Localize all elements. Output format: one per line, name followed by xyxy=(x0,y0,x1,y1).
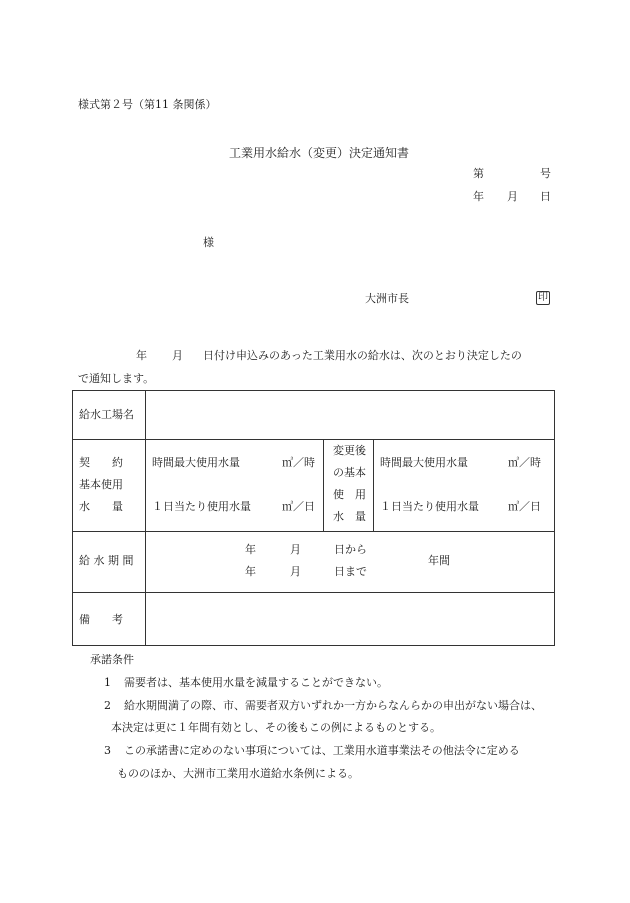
changed-label-2: の基本 xyxy=(333,466,366,479)
col-divider xyxy=(373,439,374,531)
daily-label: １日当たり使用水量 xyxy=(152,500,251,513)
condition-no: 1 xyxy=(104,676,111,689)
period-to-year: 年 xyxy=(245,565,256,578)
intro-year: 年 xyxy=(136,349,147,362)
intro-line2: で通知します。 xyxy=(78,372,155,385)
col-divider xyxy=(323,439,324,531)
seal-stamp: 印 xyxy=(538,292,548,303)
period-from-year: 年 xyxy=(245,543,256,556)
document-title: 工業用水給水（変更）決定通知書 xyxy=(229,146,410,160)
daily-unit: ㎥／日 xyxy=(282,500,315,513)
period-to-month: 月 xyxy=(290,565,301,578)
decision-table xyxy=(72,390,555,646)
remarks-label: 備 考 xyxy=(79,613,123,626)
changed-daily-unit: ㎥／日 xyxy=(508,500,541,513)
date-year: 年 xyxy=(473,190,484,203)
number-go: 号 xyxy=(540,167,551,180)
period-from-suffix: 日から xyxy=(334,543,367,556)
condition-text: この承諾書に定めのない事項については、工業用水道事業法その他法令に定める xyxy=(124,744,520,757)
changed-label-1: 変更後 xyxy=(333,444,366,457)
max-hourly-unit: ㎥／時 xyxy=(282,456,315,469)
period-years: 年間 xyxy=(428,554,450,567)
sender-name: 大洲市長 xyxy=(365,292,409,305)
changed-daily-label: １日当たり使用水量 xyxy=(380,500,479,513)
period-label: 給 水 期 間 xyxy=(79,554,134,567)
max-hourly-label: 時間最大使用水量 xyxy=(152,456,240,469)
addressee-sama: 様 xyxy=(203,236,214,249)
changed-max-hourly-label: 時間最大使用水量 xyxy=(380,456,468,469)
condition-no: 3 xyxy=(104,744,111,757)
factory-name-label: 給水工場名 xyxy=(79,408,134,421)
conditions-heading: 承諾条件 xyxy=(90,653,134,666)
period-to-suffix: 日まで xyxy=(334,565,367,578)
condition-text: 給水期間満了の際、市、需要者双方いずれか一方からなんらかの申出がない場合は、 xyxy=(124,699,542,712)
period-from-month: 月 xyxy=(290,543,301,556)
intro-text: 日付け申込みのあった工業用水の給水は、次のとおり決定したの xyxy=(203,349,522,362)
number-dai: 第 xyxy=(473,167,484,180)
changed-label-3: 使 用 xyxy=(333,488,366,501)
condition-cont: もののほか、大洲市工業用水道給水条例による。 xyxy=(117,767,359,780)
changed-max-hourly-unit: ㎥／時 xyxy=(508,456,541,469)
contract-label-3: 水 量 xyxy=(79,500,123,513)
col-divider xyxy=(145,391,146,646)
intro-month: 月 xyxy=(172,349,183,362)
condition-no: 2 xyxy=(104,699,111,712)
condition-cont: 本決定は更に１年間有効とし、その後もこの例によるものとする。 xyxy=(111,721,441,734)
form-number: 様式第２号（第11 条関係） xyxy=(78,98,217,111)
date-day: 日 xyxy=(540,190,551,203)
date-month: 月 xyxy=(507,190,518,203)
condition-text: 需要者は、基本使用水量を減量することができない。 xyxy=(124,676,388,689)
contract-label-1: 契 約 xyxy=(79,456,123,469)
contract-label-2: 基本使用 xyxy=(79,478,123,491)
changed-label-4: 水 量 xyxy=(333,510,366,523)
